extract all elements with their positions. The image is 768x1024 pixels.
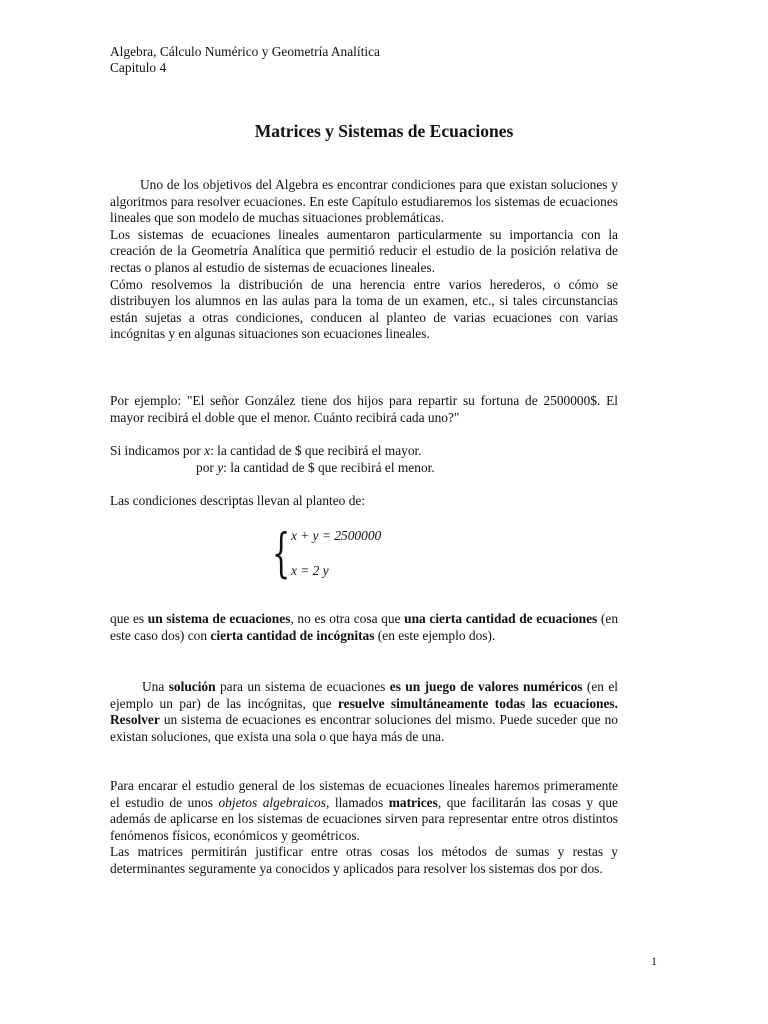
system-text-2: , no es otra cosa que: [290, 611, 405, 626]
variable-y-line: [110, 460, 618, 477]
intro-paragraph-1: Uno de los objetivos del Algebra es encontrar condiciones para que existan soluciones y algoritmos para resolver ecuaciones. En este Capítulo estudiaremos los sistemas de ecuaciones lineales que son modelo de muchas situaciones problemáticas.: [110, 177, 618, 226]
system-text-1: que es: [110, 611, 148, 626]
variables-block: [110, 443, 618, 476]
variable-x: x: [204, 443, 211, 458]
left-brace: {: [272, 524, 291, 584]
system-bold-2: una cierta cantidad de ecuaciones: [404, 611, 598, 626]
solution-bold-2: es un juego de valores numéricos: [389, 679, 583, 694]
variable-x-text: : la cantidad de $ que recibirá el mayor.: [210, 443, 422, 458]
header-chapter: Capitulo 4: [110, 60, 167, 75]
variable-x-line: [110, 443, 618, 460]
matrices-text-1: Para encarar el estudio general de los sistemas de ecuaciones lineales haremos primeramente el estudio de unos: [110, 778, 618, 810]
variable-x-prefix: Si indicamos por: [110, 443, 205, 458]
system-text-3: (en este caso dos) con: [110, 611, 619, 643]
solution-text-3: (en el ejemplo un par) de las incógnitas, que: [110, 679, 618, 711]
system-definition-paragraph: [110, 611, 618, 644]
matrices-text-3: , que facilitarán las cosas y que además de aplicarse en los sistemas de ecuaciones sirven para representar entre otros distintos fenómenos físicos, económicos y geométricos.: [110, 794, 618, 843]
final-paragraph: Las matrices permitirán justificar entre otras cosas los métodos de sumas y restas y determinantes seguramente ya conocidos y aplicados para resolver los sistemas dos por dos.: [110, 844, 618, 876]
matrices-text-2: llamados: [329, 794, 389, 810]
equation-1: x + y = 2500000: [291, 528, 382, 543]
matrices-bold-1: matrices: [388, 794, 438, 810]
solution-bold-4: Resolver: [110, 712, 160, 728]
matrices-paragraph: [110, 778, 618, 844]
example-paragraph: Por ejemplo: "El señor González tiene dos hijos para repartir su fortuna de 2500000$. El mayor recibirá el doble que el menor. Cuánto recibirá cada uno?": [110, 393, 618, 425]
solution-text-2: para un sistema de ecuaciones: [215, 679, 390, 694]
equation-2: x = 2 y: [291, 563, 329, 578]
solution-text-1: Una: [142, 679, 169, 694]
system-bold-3: cierta cantidad de incógnitas: [210, 627, 375, 643]
intro-paragraph-3: Cómo resolvemos la distribución de una herencia entre varios herederos, o cómo se distribuyen los alumnos en las aulas para la toma de un examen, etc., si tales circunstancias están sujetas a otras condiciones, conducen al planteo de varias ecuaciones con varias incógnitas y en algunas situaciones son ecuaciones lineales.: [110, 276, 618, 342]
intro-paragraph-2: Los sistemas de ecuaciones lineales aumentaron particularmente su importancia con la creación de la Geometría Analítica que permitió reducir el estudio de la posición relativa de rectas o planos al estudio de sistemas de ecuaciones lineales.: [110, 226, 618, 275]
matrices-italic-1: objetos algebraicos,: [218, 794, 330, 810]
page-title: Matrices y Sistemas de Ecuaciones: [254, 121, 514, 141]
matrices-block: [110, 778, 618, 878]
conditions-paragraph: Las condiciones descriptas llevan al planteo de:: [110, 493, 366, 508]
variable-y-text: : la cantidad de $ que recibirá el menor.: [223, 459, 435, 475]
solution-bold-1: solución: [168, 679, 216, 694]
system-text-4: (en este ejemplo dos).: [374, 627, 496, 643]
system-bold-1: un sistema de ecuaciones: [147, 611, 291, 626]
intro-block: [110, 177, 618, 343]
header-course: Algebra, Cálculo Numérico y Geometría Analítica: [110, 44, 380, 59]
page-number: 1: [651, 954, 657, 968]
variable-y-prefix: por: [196, 459, 218, 475]
solution-bold-3: resuelve simultáneamente todas las ecuaciones.: [337, 695, 618, 711]
variable-y: y: [217, 459, 224, 475]
solution-text-5: un sistema de ecuaciones es encontrar soluciones del mismo. Puede suceder que no existan soluciones, que exista una sola o que haya más de una.: [110, 712, 618, 744]
solution-definition-paragraph: [110, 679, 618, 745]
